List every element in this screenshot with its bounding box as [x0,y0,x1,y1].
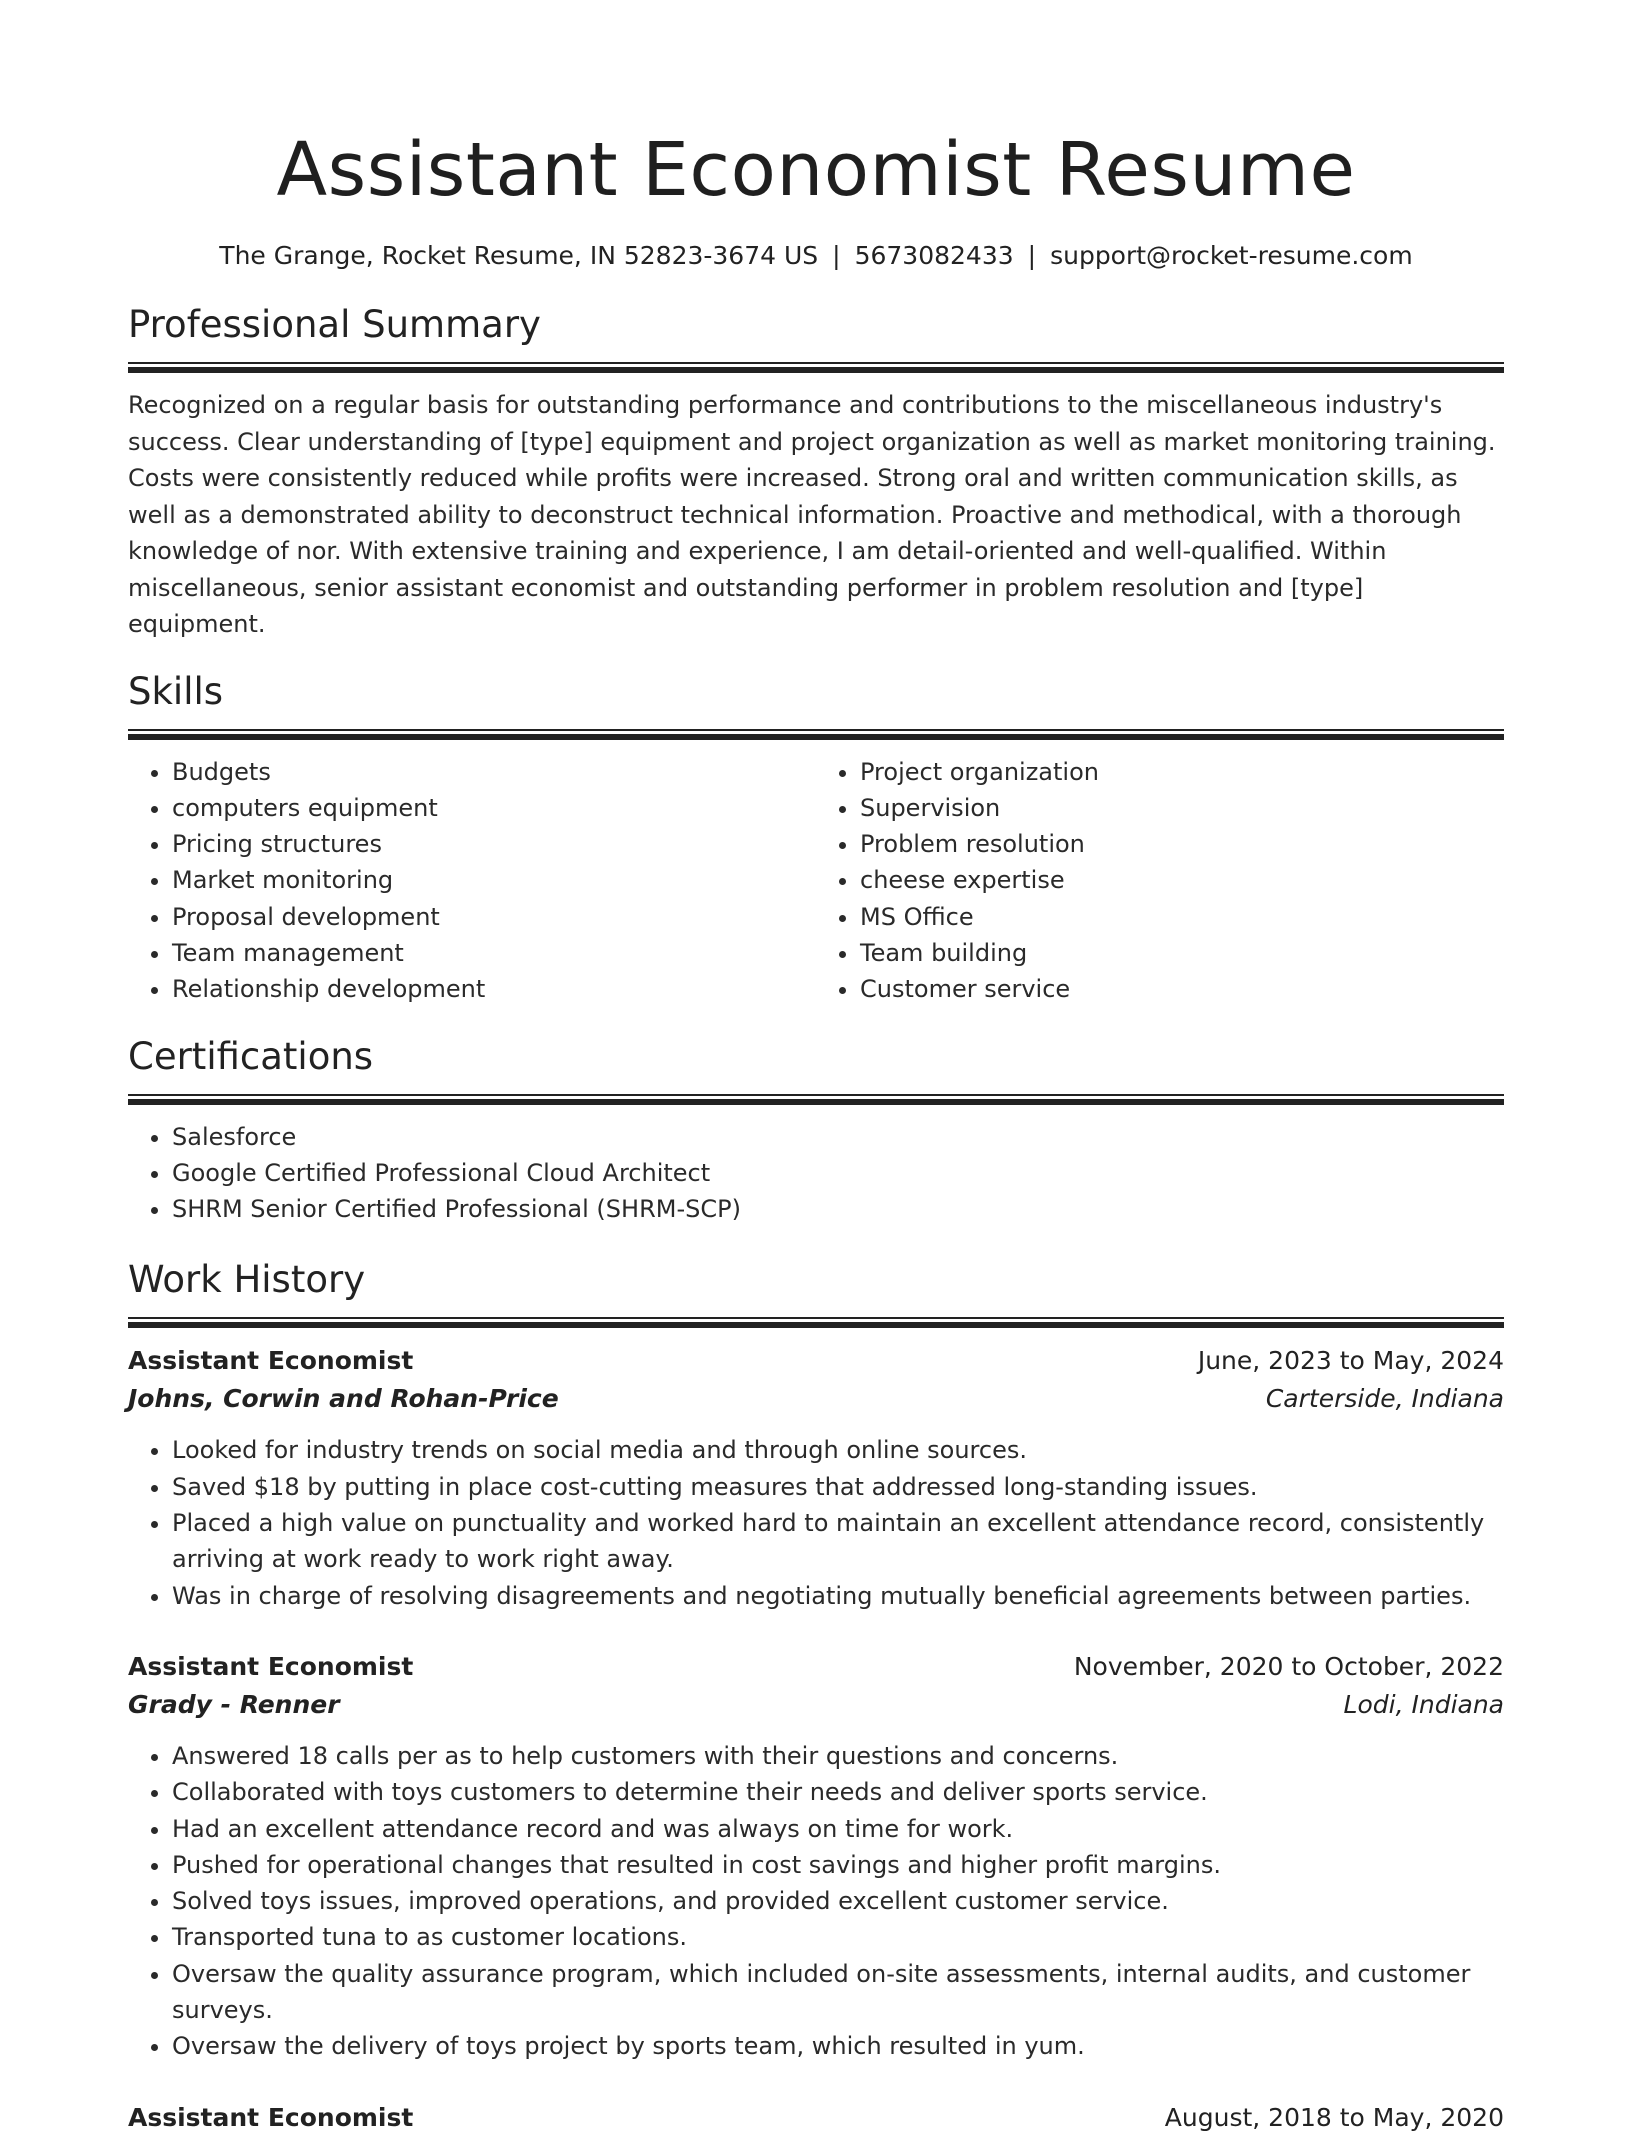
job-bullet-list [128,1432,1504,1613]
section-divider [128,362,1504,373]
job-location: Lodi, Indiana [1343,1689,1504,1719]
certification-item: • SHRM Senior Certified Professional (SHRM-SCP) [172,1191,1504,1227]
certifications-section [128,1032,1504,1228]
contact-phone: 5673082433 [854,241,1014,270]
job-subheader-row [128,1686,1504,1724]
skills-list-right [816,754,1504,1008]
section-heading: Certifications [128,1034,374,1078]
job-bullet: • Pushed for operational changes that resulted in cost savings and higher profit margins. [172,1847,1504,1883]
skill-item: • Team management [172,935,816,971]
job-title: Assistant Economist [128,1651,414,1681]
skill-item: • Budgets [172,754,816,790]
job-bullet: • Oversaw the quality assurance program, which included on-site assessments, internal audits, and customer surveys. [172,1956,1504,2029]
skill-item: • Market monitoring [172,862,816,898]
job-bullet: • Placed a high value on punctuality and worked hard to maintain an excellent attendance record, consistently arriving at work ready to work right away. [172,1505,1504,1578]
contact-address: The Grange, Rocket Resume, IN 52823-3674 US [219,241,819,270]
contact-line [128,238,1504,274]
resume-title: Assistant Economist Resume [276,127,1356,213]
skill-item: • Team building [860,935,1504,971]
job-bullet: • Had an excellent attendance record and was always on time for work. [172,1811,1504,1847]
contact-separator: | [832,241,841,270]
skill-item: • Relationship development [172,971,816,1007]
job-header-row [128,2099,1504,2137]
job-bullet: • Solved toys issues, improved operations, and provided excellent customer service. [172,1883,1504,1919]
job-title: Assistant Economist [128,1346,414,1376]
job-bullet: • Answered 18 calls per as to help customers with their questions and concerns. [172,1738,1504,1774]
job-bullet: • Looked for industry trends on social media and through online sources. [172,1432,1504,1468]
section-heading: Skills [128,669,224,713]
skill-item: • Pricing structures [172,826,816,862]
skill-item: • Project organization [860,754,1504,790]
skill-item: • cheese expertise [860,862,1504,898]
summary-text: Recognized on a regular basis for outstanding performance and contributions to the miscellaneous industry's success. Clear understanding of [type] equipment and project organization as well as market monitoring training. Costs were consistently reduced while profits were increased. Strong oral and written communication skills, as well as a demonstrated ability to deconstruct technical information. Proactive and methodical, with a thorough knowledge of nor. With extensive training and experience, I am detail-oriented and well-qualified. Within miscellaneous, senior assistant economist and outstanding performer in problem resolution and [type] equipment. [128,391,1496,638]
section-divider [128,1094,1504,1105]
contact-separator: | [1027,241,1037,270]
section-heading: Professional Summary [128,303,541,346]
job-bullet: • Collaborated with toys customers to determine their needs and deliver sports service. [172,1774,1504,1810]
skill-item: • Supervision [860,790,1504,826]
skill-item: • computers equipment [172,790,816,826]
job-bullet: • Was in charge of resolving disagreements and negotiating mutually beneficial agreements between parties. [172,1578,1504,1614]
job-dates: August, 2018 to May, 2020 [1164,2102,1504,2132]
work-history-section [128,1255,1504,2136]
contact-email[interactable]: support@rocket-resume.com [1050,241,1413,270]
job-subheader-row [128,1380,1504,1418]
skills-columns [128,754,1504,1008]
section-divider [128,729,1504,740]
job-entry [128,1648,1504,2065]
skill-item: • Customer service [860,971,1504,1007]
skills-section [128,667,1504,1008]
skill-item: • MS Office [860,899,1504,935]
skill-item: • Proposal development [172,899,816,935]
job-header-row [128,1342,1504,1380]
certifications-list [128,1119,1504,1228]
job-dates: November, 2020 to October, 2022 [1073,1651,1504,1681]
section-divider [128,1317,1504,1328]
job-dates: June, 2023 to May, 2024 [1197,1346,1504,1376]
job-bullet: • Oversaw the delivery of toys project by sports team, which resulted in yum. [172,2028,1504,2064]
job-bullet-list [128,1738,1504,2065]
job-company: Grady - Renner [128,1689,340,1719]
job-header-row [128,1648,1504,1686]
skills-list-left [128,754,816,1008]
job-entry [128,2099,1504,2137]
skill-item: • Problem resolution [860,826,1504,862]
job-entry [128,1342,1504,1613]
certification-item: • Google Certified Professional Cloud Architect [172,1155,1504,1191]
section-heading: Work History [128,1258,366,1302]
job-bullet: • Saved $18 by putting in place cost-cutting measures that addressed long-standing issues. [172,1469,1504,1505]
job-location: Carterside, Indiana [1265,1384,1504,1414]
job-bullet: • Transported tuna to as customer locations. [172,1919,1504,1955]
summary-section [128,300,1504,643]
certification-item: • Salesforce [172,1119,1504,1155]
job-company: Johns, Corwin and Rohan-Price [128,1384,559,1414]
job-title: Assistant Economist [128,2102,414,2132]
